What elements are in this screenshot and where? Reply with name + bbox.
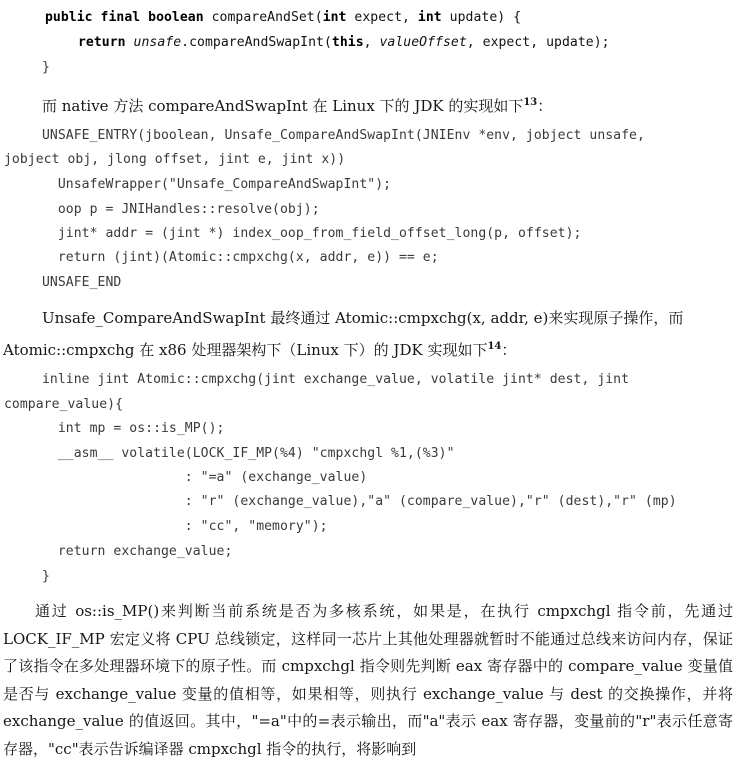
- code-java-line-1: [45, 6, 521, 30]
- code-keyword: int: [322, 10, 347, 25]
- paragraph-2-line-2: [3, 333, 516, 364]
- code-cpp1-line-6: return (jint)(Atomic::cmpxchg(x, addr, e)) == e;: [42, 250, 439, 265]
- footnote-ref: 13: [523, 97, 538, 108]
- code-keyword: public final boolean: [45, 10, 212, 25]
- paragraph-text: Atomic::cmpxchg 在 x86 处理器架构下（Linux 下）的 JDK 实现如下: [3, 341, 488, 359]
- code-cpp2-line-5: : "=a" (exchange_value): [42, 470, 368, 485]
- code-java-line-3: }: [42, 60, 50, 75]
- code-keyword: int: [417, 10, 442, 25]
- paragraph-3: 通过 os::is_MP()来判断当前系统是否为多核系统，如果是，在执行 cmpxchgl 指令前，先通过 LOCK_IF_MP 宏定义将 CPU 总线锁定，这样同一芯片上其他处理器就暂时不能通过总线来访问内存，保证了该指令在多处理器环境下的原子性。而 cmpxchgl 指令则先判断 eax 寄存器中的 compare_value 变量值是否与 exchange_value 变量的值相等，如果相等，则执行 exchange_value 与 dest 的交换操作，并将 exchange_value 的值返回。其中，"=a"中的=表示输出，而"a"表示 eax 寄存器，变量前的"r"表示任意寄存器，"cc"表示告诉编译器 cmpxchgl 指令的执行，将影响到: [3, 602, 733, 758]
- code-text: ,: [363, 35, 380, 50]
- code-text: .compareAndSwapInt(: [181, 35, 332, 50]
- code-cpp1-line-7: UNSAFE_END: [42, 275, 122, 290]
- code-field: valueOffset: [379, 35, 467, 50]
- code-cpp1-line-5: jint* addr = (jint *) index_oop_from_field_offset_long(p, offset);: [42, 226, 582, 241]
- code-cpp2-line-6: : "r" (exchange_value),"a" (compare_value),"r" (dest),"r" (mp): [42, 494, 677, 509]
- code-keyword: this: [331, 35, 364, 50]
- paragraph-1: [42, 89, 552, 120]
- code-text: expect,: [346, 10, 418, 25]
- code-cpp1-line-3: UnsafeWrapper("Unsafe_CompareAndSwapInt");: [42, 177, 392, 192]
- footnote-ref: 14: [487, 341, 502, 352]
- code-cpp2-line-7: : "cc", "memory");: [42, 519, 328, 534]
- code-cpp1-line-4: oop p = JNIHandles::resolve(obj);: [42, 202, 320, 217]
- code-text: compareAndSet(: [211, 10, 323, 25]
- paragraph-text: ：: [537, 97, 553, 115]
- paragraph-text: ：: [501, 341, 517, 359]
- code-field: unsafe: [133, 35, 182, 50]
- paragraph-text: 而 native 方法 compareAndSwapInt 在 Linux 下的 JDK 的实现如下: [42, 97, 524, 115]
- code-keyword: return: [78, 35, 134, 50]
- code-cpp2-line-8: return exchange_value;: [42, 544, 233, 559]
- code-java-line-2: [78, 31, 610, 55]
- code-cpp1-line-1: UNSAFE_ENTRY(jboolean, Unsafe_CompareAndSwapInt(JNIEnv *env, jobject unsafe,: [42, 128, 645, 143]
- code-text: update) {: [441, 10, 522, 25]
- code-cpp2-line-4: __asm__ volatile(LOCK_IF_MP(%4) "cmpxchgl %1,(%3)": [42, 446, 455, 461]
- code-cpp2-line-3: int mp = os::is_MP();: [42, 421, 225, 436]
- code-cpp2-line-9: }: [42, 569, 50, 584]
- code-cpp2-line-1: inline jint Atomic::cmpxchg(jint exchange_value, volatile jint* dest, jint: [42, 372, 630, 387]
- code-text: , expect, update);: [466, 35, 610, 50]
- code-cpp2-line-2: compare_value){: [4, 397, 123, 412]
- code-cpp1-line-2: jobject obj, jlong offset, jint e, jint x)): [4, 152, 346, 167]
- paragraph-2-line-1: Unsafe_CompareAndSwapInt 最终通过 Atomic::cmpxchg(x, addr, e)来实现原子操作，而: [42, 309, 684, 327]
